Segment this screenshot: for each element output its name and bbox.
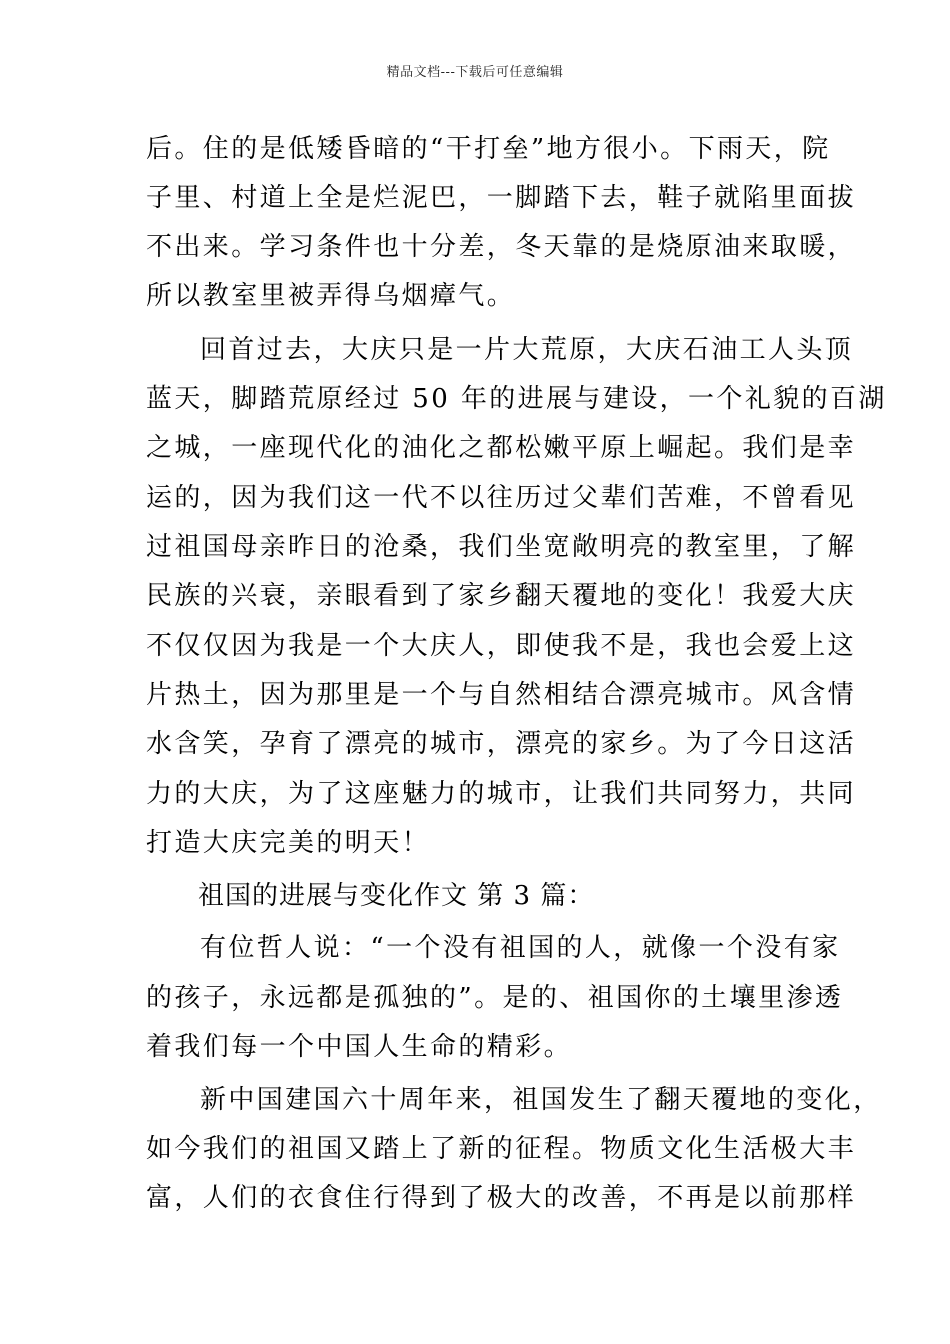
paragraph-line: 力的大庆，为了这座魅力的城市，让我们共同努力，共同 <box>146 779 857 809</box>
paragraph-line: 民族的兴衰，亲眼看到了家乡翻天覆地的变化！我爱大庆 <box>146 581 857 611</box>
paragraph-line: 如今我们的祖国又踏上了新的征程。物质文化生活极大丰 <box>146 1134 857 1164</box>
paragraph-line: 打造大庆完美的明天！ <box>146 828 431 858</box>
paragraph-line: 的孩子，永远都是孤独的”。是的、祖国你的土壤里渗透 <box>146 983 844 1013</box>
paragraph-line: 所以教室里被弄得乌烟瘴气。 <box>146 281 516 311</box>
paragraph-line: 富，人们的衣食住行得到了极大的改善，不再是以前那样 <box>146 1183 857 1213</box>
paragraph-line: 片热土，因为那里是一个与自然相结合漂亮城市。风含情 <box>146 680 857 710</box>
paragraph-line: 过祖国母亲昨日的沧桑，我们坐宽敞明亮的教室里，了解 <box>146 532 857 562</box>
paragraph-line: 运的，因为我们这一代不以往历过父辈们苦难，不曾看见 <box>146 483 857 513</box>
paragraph-line: 后。住的是低矮昏暗的“干打垒”地方很小。下雨天，院 <box>146 134 831 164</box>
paragraph-line: 蓝天，脚踏荒原经过 50 年的进展与建设，一个礼貌的百湖 <box>146 384 887 414</box>
paragraph-line: 之城，一座现代化的油化之都松嫩平原上崛起。我们是幸 <box>146 433 857 463</box>
paragraph-line: 不出来。学习条件也十分差，冬天靠的是烧原油来取暖， <box>146 232 857 262</box>
paragraph-line: 有位哲人说：“一个没有祖国的人，就像一个没有家 <box>200 933 841 963</box>
paragraph-line: 回首过去，大庆只是一片大荒原，大庆石油工人头顶 <box>200 335 854 365</box>
paragraph-line: 水含笑，孕育了漂亮的城市，漂亮的家乡。为了今日这活 <box>146 729 857 759</box>
paragraph-line: 新中国建国六十周年来，祖国发生了翻天覆地的变化， <box>200 1085 882 1115</box>
page-header: 精品文档---下载后可任意编辑 <box>386 65 564 80</box>
section-title: 祖国的进展与变化作文 第 3 篇： <box>198 881 595 911</box>
paragraph-line: 子里、村道上全是烂泥巴，一脚踏下去，鞋子就陷里面拔 <box>146 183 857 213</box>
paragraph-line: 着我们每一个中国人生命的精彩。 <box>146 1032 573 1062</box>
paragraph-line: 不仅仅因为我是一个大庆人，即使我不是，我也会爱上这 <box>146 631 857 661</box>
